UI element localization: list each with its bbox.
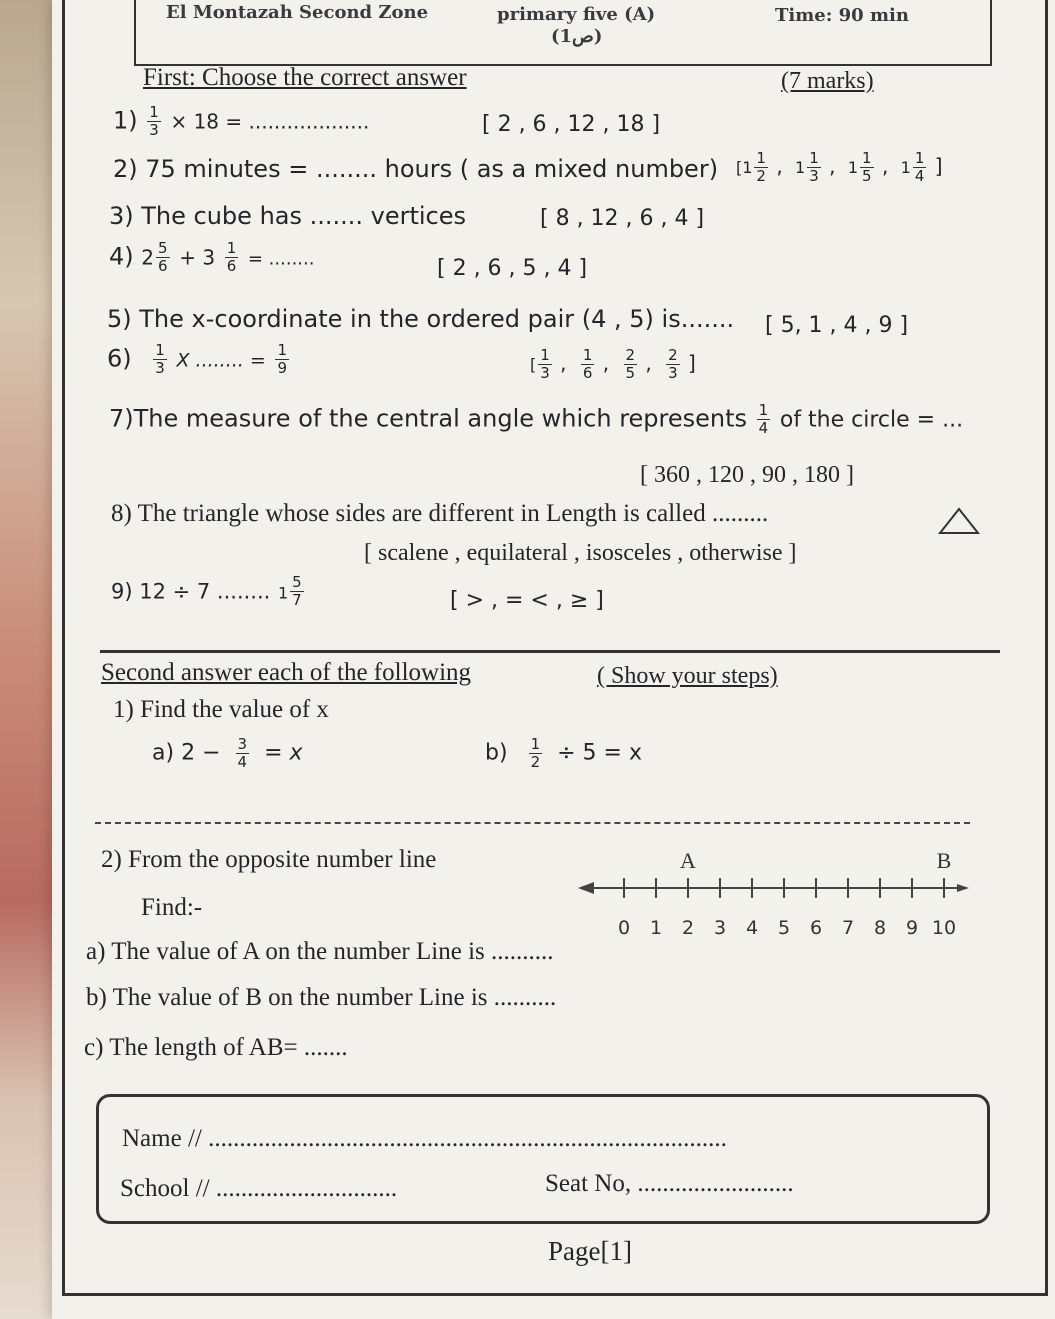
tick-label: 5 <box>777 917 791 939</box>
question-9-choices: [ > , = < , ≥ ] <box>450 588 604 613</box>
choice-option: $\frac{1}{6}$ , <box>582 346 616 382</box>
question-7-choices: [ 360 , 120 , 90 , 180 ] <box>640 462 854 488</box>
school-field[interactable]: School // ............................. <box>120 1175 398 1202</box>
section-divider <box>100 650 1000 653</box>
part2-c: c) The length of AB= ....... <box>84 1034 348 1061</box>
question-3: 3) The cube has ....... vertices <box>109 202 467 230</box>
tick-label: 2 <box>681 917 695 939</box>
choice-option: $\frac{2}{5}$ , <box>625 346 659 382</box>
choice-option: 1 $\frac{1}{4}$ ] <box>900 149 943 185</box>
question-8-choices: [ scalene , equilateral , isosceles , otherwise ] <box>364 540 797 566</box>
question-9: 9) 12 ÷ 7 ........ 1 $\frac{5}{7}$ <box>111 573 302 609</box>
fraction: $\frac{1}{3}$ <box>540 346 550 382</box>
number-line <box>574 846 974 942</box>
choice-option: [1 $\frac{1}{2}$ , <box>736 149 790 185</box>
question-6-choices <box>530 347 702 382</box>
part2-a: a) The value of A on the number Line is .......... <box>86 938 554 965</box>
question-6: 6) $\frac{1}{3}$ X ........ = $\frac{1}{9}$ <box>107 341 287 377</box>
number-line-graphic <box>574 846 974 942</box>
part2-find: Find:- <box>141 894 203 921</box>
question-5-choices: [ 5, 1 , 4 , 9 ] <box>765 313 909 338</box>
part1-title: 1) Find the value of x <box>113 696 329 723</box>
question-4: 4) 2 $\frac{5}{6}$ + 3 $\frac{1}{6}$ = ........ <box>109 239 315 275</box>
part2-title: 2) From the opposite number line <box>101 846 437 873</box>
question-1-choices: [ 2 , 6 , 12 , 18 ] <box>482 112 661 137</box>
choice-option: $\frac{2}{3}$ ] <box>668 346 696 382</box>
label-A: A <box>680 848 696 873</box>
fraction: $\frac{1}{3}$ <box>809 149 819 185</box>
part1-a: a) 2 − $\frac{3}{4}$ = x <box>152 735 303 771</box>
fraction: $\frac{1}{2}$ <box>756 149 766 185</box>
choice-option: 1 $\frac{1}{5}$ , <box>847 149 895 185</box>
section1-marks: (7 marks) <box>781 68 874 94</box>
tick-label: 4 <box>745 917 759 939</box>
tick-label: 3 <box>713 917 727 939</box>
fraction: $\frac{1}{4}$ <box>914 149 925 185</box>
tick-label: 1 <box>649 917 663 939</box>
fraction: $\frac{2}{5}$ <box>625 346 636 382</box>
name-field[interactable]: Name // ................................................................................... <box>122 1125 727 1152</box>
fraction: $\frac{2}{3}$ <box>668 346 678 382</box>
header-zone: El Montazah Second Zone <box>166 2 429 23</box>
tick-label: 0 <box>617 917 631 939</box>
triangle-icon <box>937 506 981 536</box>
tick-label: 9 <box>905 917 919 939</box>
choice-option: 1 $\frac{1}{3}$ , <box>795 149 842 185</box>
tick-label: 7 <box>841 917 855 939</box>
part2-b: b) The value of B on the number Line is .......... <box>86 984 557 1011</box>
arrow-right-icon <box>957 884 969 892</box>
dashed-divider <box>95 822 970 824</box>
fraction: $\frac{1}{5}$ <box>862 149 872 185</box>
question-1: 1) $\frac{1}{3}$ × 18 = ................... <box>113 103 370 139</box>
label-B: B <box>936 848 952 873</box>
question-5: 5) The x-coordinate in the ordered pair (4 , 5) is....... <box>107 305 735 333</box>
tick-label: 8 <box>873 917 887 939</box>
question-4-choices: [ 2 , 6 , 5 , 4 ] <box>437 256 588 281</box>
tick-label: 10 <box>931 917 957 939</box>
section2-note: ( Show your steps) <box>597 663 778 689</box>
question-7: 7)The measure of the central angle which represents $\frac{1}{4}$ of the circle = ... <box>109 401 964 437</box>
fraction: $\frac{1}{3}$ <box>149 103 159 139</box>
choice-option: [ $\frac{1}{3}$ , <box>530 346 573 382</box>
part1-b: b) $\frac{1}{2}$ ÷ 5 = x <box>485 735 642 771</box>
tick-label: 6 <box>809 917 823 939</box>
fraction: $\frac{1}{6}$ <box>582 346 593 382</box>
header-time: Time: 90 min <box>775 5 909 26</box>
header-code: (1ص) <box>551 26 603 47</box>
question-3-choices: [ 8 , 12 , 6 , 4 ] <box>540 206 705 231</box>
student-info-box <box>96 1094 990 1224</box>
header-grade: primary five (A) <box>497 4 656 25</box>
seat-field[interactable]: Seat No, ......................... <box>545 1170 794 1197</box>
question-2-choices <box>736 150 949 185</box>
question-2: 2) 75 minutes = ........ hours ( as a mixed number) <box>113 155 719 183</box>
arrow-left-icon <box>578 882 594 894</box>
question-8: 8) The triangle whose sides are different in Length is called ......... <box>111 500 769 527</box>
page-number: Page[1] <box>548 1236 632 1266</box>
section1-title: First: Choose the correct answer <box>143 64 467 91</box>
section2-title: Second answer each of the following <box>101 659 472 686</box>
